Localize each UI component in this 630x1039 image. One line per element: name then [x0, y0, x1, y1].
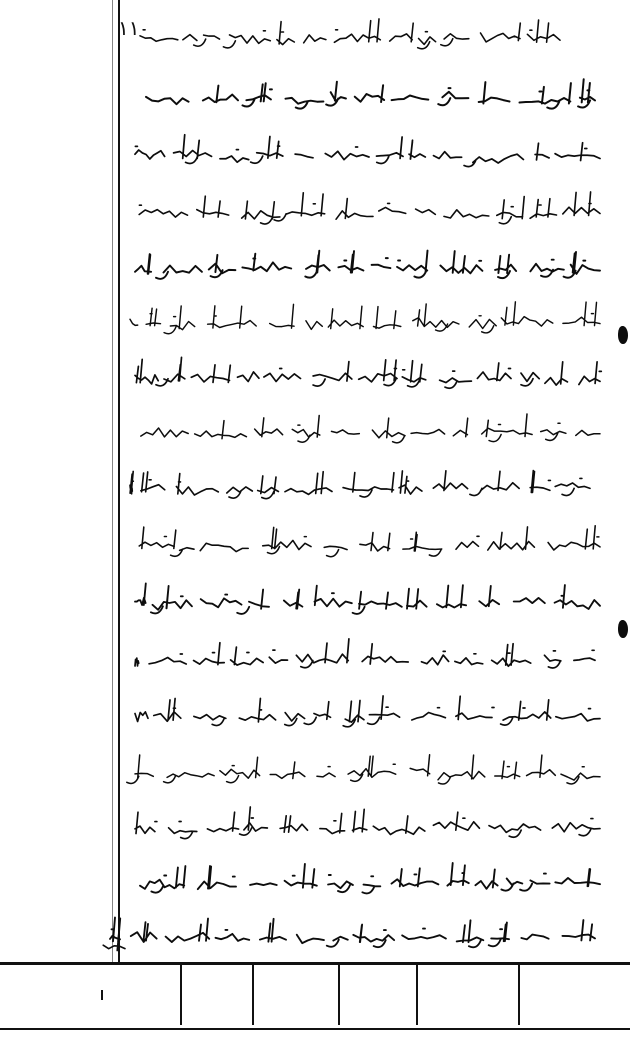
handwritten-line: [140, 863, 600, 893]
handwritten-line: [135, 251, 600, 279]
scan-bottom-border: [0, 962, 630, 1039]
handwritten-line: [127, 755, 600, 784]
handwritten-line: [135, 807, 600, 839]
handwritten-line: [140, 19, 560, 49]
handwritten-line: [135, 696, 600, 727]
handwritten-line: [130, 302, 600, 334]
handwritten-line: [139, 192, 600, 224]
handwritten-line: [135, 639, 595, 668]
handwritten-line: [130, 471, 590, 499]
handwritten-line: [135, 135, 600, 167]
page-number: ١١: [118, 16, 140, 40]
handwritten-line: [135, 583, 600, 614]
binding-hole: [618, 326, 628, 344]
handwritten-line: [110, 918, 595, 948]
binding-hole: [618, 620, 628, 638]
handwritten-line: [135, 357, 601, 388]
handwritten-line: [141, 414, 600, 443]
handwritten-line: [139, 526, 600, 557]
handwritten-line: [146, 79, 595, 108]
